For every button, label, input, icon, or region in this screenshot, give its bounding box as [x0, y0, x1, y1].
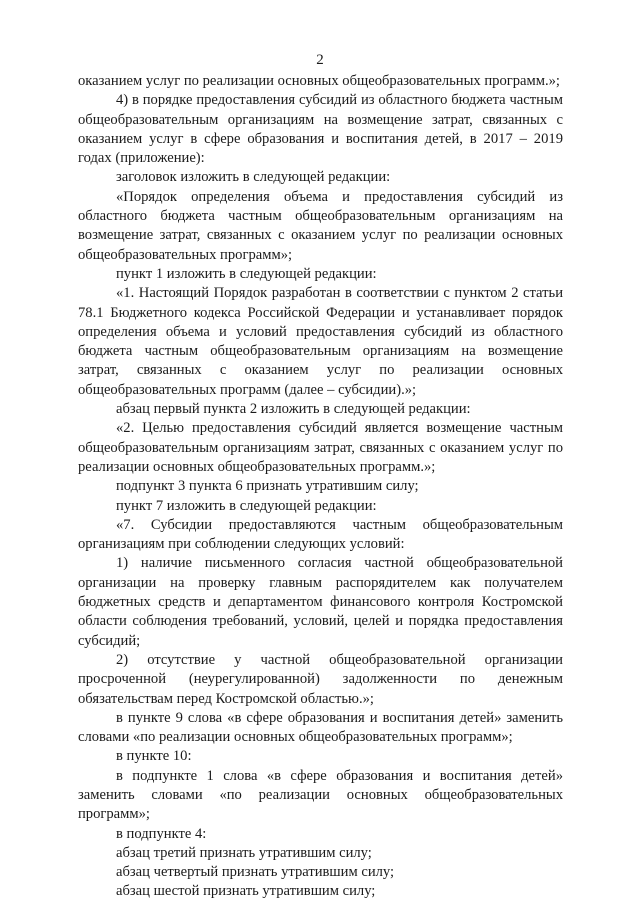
paragraph-abzac-4: абзац четвертый признать утратившим силу;	[116, 864, 395, 881]
paragraph-abzac-3: абзац третий признать утратившим силу;	[116, 844, 372, 861]
paragraph-point-1-text: «1. Настоящий Порядок разработан в соответствии с пунктом 2 статьи 78.1 Бюджетного кодекса Российской Федерации и устанавливает порядок определения объема и условий предоставления субсидий из областного бюджета частным общеобразовательным организациям на возмещение затрат, связанных с оказанием услуг по реализации основных общеобразовательных программ (далее – субсидии).»;	[78, 285, 563, 398]
paragraph-new-heading: «Порядок определения объема и предоставления субсидий из областного бюджета частным общеобразовательным организациям на возмещение затрат, связанных с оказанием услуг по реализации основных общеобразовательных программ»;	[78, 188, 563, 263]
paragraph-point-2-text: «2. Целью предоставления субсидий является возмещение частным общеобразовательным организациям затрат, связанных с оказанием услуг по реализации основных общеобразовательных программ.»;	[78, 420, 563, 475]
paragraph-condition-1: 1) наличие письменного согласия частной общеобразовательной организации на проверку главным распорядителем как получателем бюджетных средств и департаментом финансового контроля Костромской области соблюдения требований, условий, целей и порядка предоставления субсидий;	[78, 555, 563, 649]
paragraph-subpoint-1-instruction: в подпункте 1 слова «в сфере образования и воспитания детей» заменить словами «по реализации основных общеобразовательных программ»;	[78, 767, 563, 823]
paragraph-heading-instruction: заголовок изложить в следующей редакции:	[116, 169, 391, 186]
paragraph-subpoint-4-instruction: в подпункте 4:	[116, 825, 207, 842]
paragraph-point-2-instruction: абзац первый пункта 2 изложить в следующей редакции:	[116, 401, 471, 418]
paragraph-condition-2: 2) отсутствие у частной общеобразовательной организации просроченной (неурегулированной) задолженности по денежным обязательствам перед Костромской областью.»;	[78, 651, 563, 707]
paragraph-continuation: оказанием услуг по реализации основных общеобразовательных программ.»;	[78, 73, 560, 89]
paragraph-abzac-6: абзац шестой признать утратившим силу;	[116, 883, 376, 900]
paragraph-point-1-instruction: пункт 1 изложить в следующей редакции:	[116, 265, 377, 282]
paragraph-point-10-instruction: в пункте 10:	[116, 748, 192, 765]
paragraph-item-4: 4) в порядке предоставления субсидий из областного бюджета частным общеобразовательным организациям на возмещение затрат, связанных с оказанием услуг в сфере образования и воспитания детей, в 2017 – 2019 годах (приложение):	[78, 92, 563, 167]
page-number: 2	[316, 52, 324, 68]
paragraph-point-9-instruction: в пункте 9 слова «в сфере образования и воспитания детей» заменить словами «по реализации основных общеобразовательных программ»;	[78, 709, 563, 746]
paragraph-point-7-instruction: пункт 7 изложить в следующей редакции:	[116, 497, 377, 514]
paragraph-point-7-text: «7. Субсидии предоставляются частным общеобразовательным организациям при соблюдении следующих условий:	[78, 516, 563, 553]
paragraph-point-6-instruction: подпункт 3 пункта 6 признать утратившим силу;	[116, 478, 419, 495]
document-body	[78, 72, 563, 902]
